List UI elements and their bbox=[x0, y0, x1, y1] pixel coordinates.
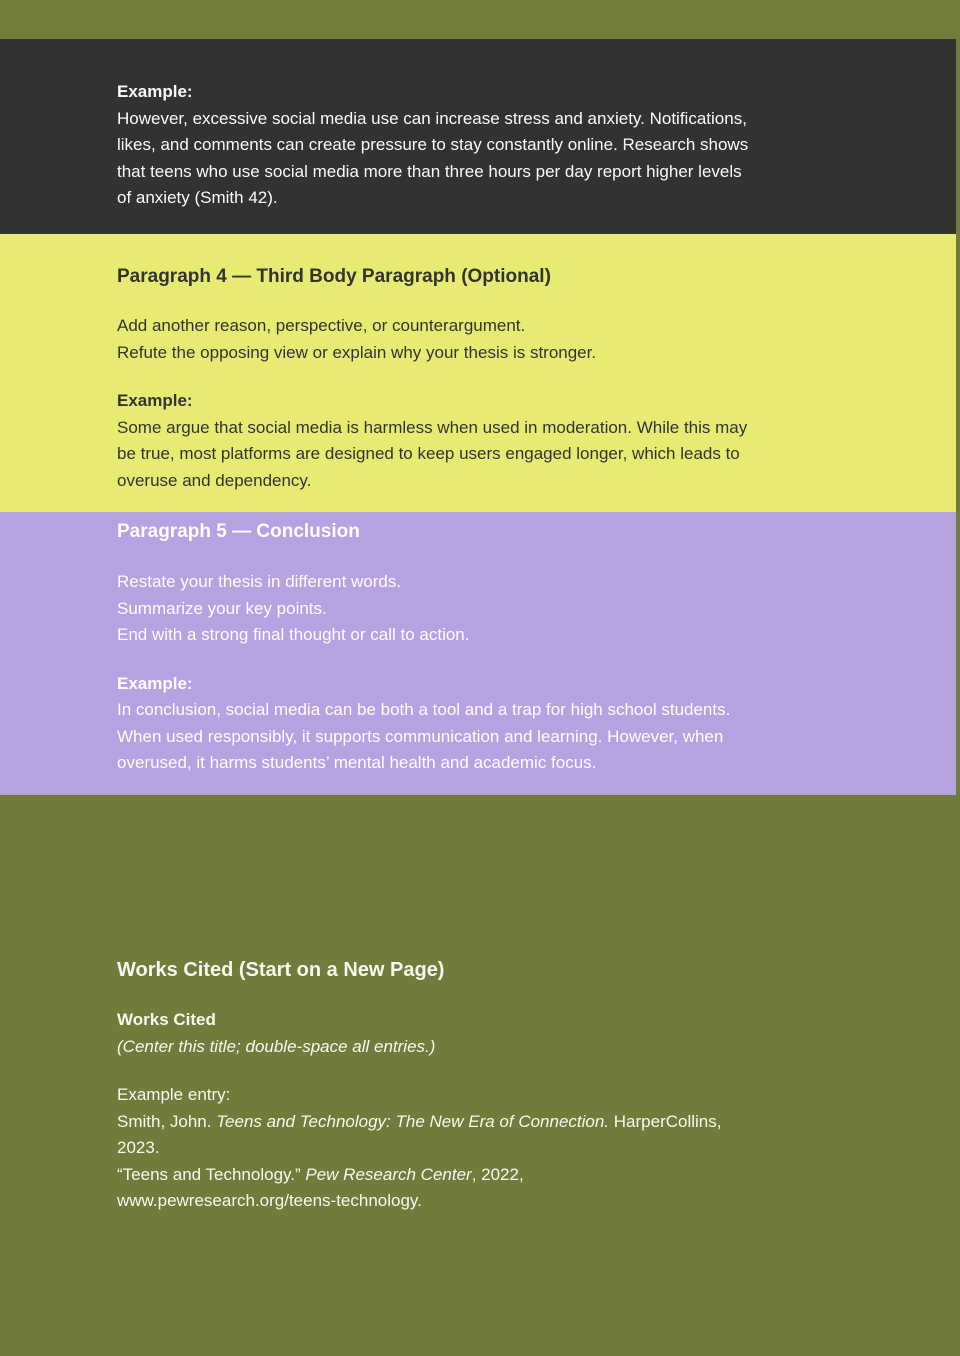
works-cited-title-block bbox=[117, 1007, 860, 1060]
example-label: Example: bbox=[117, 82, 193, 101]
citation-article bbox=[117, 1162, 860, 1189]
instruction-line: Summarize your key points. bbox=[117, 598, 327, 618]
example-line: overuse and dependency. bbox=[117, 470, 312, 490]
example-label: Example: bbox=[117, 673, 193, 693]
citation-book-title: Teens and Technology: The New Era of Connection. bbox=[216, 1111, 610, 1131]
citation-site-name: Pew Research Center bbox=[305, 1164, 472, 1184]
example-line: In conclusion, social media can be both a tool and a trap for high school students. bbox=[117, 700, 731, 719]
citation-article-year: , 2022, bbox=[471, 1164, 524, 1184]
center-note: (Center this title; double-space all entries.) bbox=[117, 1036, 436, 1056]
example-line: that teens who use social media more than three hours per day report higher levels bbox=[117, 161, 742, 181]
works-cited-heading: Works Cited (Start on a New Page) bbox=[117, 959, 445, 981]
paragraph-4-instructions bbox=[117, 313, 856, 366]
instruction-line: Add another reason, perspective, or counterargument. bbox=[117, 316, 526, 335]
section-works-cited bbox=[0, 795, 960, 1356]
instruction-line: Refute the opposing view or explain why your thesis is stronger. bbox=[117, 342, 597, 362]
example-line: Some argue that social media is harmless when used in moderation. While this may bbox=[117, 417, 748, 437]
example-line: likes, and comments can create pressure to stay constantly online. Research shows bbox=[117, 135, 749, 154]
paragraph-5-instructions bbox=[117, 569, 856, 649]
citation-publisher: HarperCollins, bbox=[609, 1111, 722, 1131]
paragraph-4-heading: Paragraph 4 — Third Body Paragraph (Optional) bbox=[117, 266, 551, 287]
example-line: However, excessive social media use can increase stress and anxiety. Notifications, bbox=[117, 108, 747, 128]
paragraph-5-example bbox=[117, 671, 856, 777]
citation-article-title: “Teens and Technology.” bbox=[117, 1164, 306, 1184]
citation-book-year: 2023. bbox=[117, 1138, 160, 1157]
citation-url: www.pewresearch.org/teens-technology. bbox=[117, 1191, 422, 1210]
instruction-line: Restate your thesis in different words. bbox=[117, 572, 402, 591]
instruction-line: End with a strong final thought or call to action. bbox=[117, 625, 470, 644]
citation-book bbox=[117, 1109, 860, 1136]
section-third-body-example bbox=[0, 39, 956, 234]
example-line: of anxiety (Smith 42). bbox=[117, 188, 278, 207]
paragraph-5-heading: Paragraph 5 — Conclusion bbox=[117, 521, 360, 542]
example-entry-block bbox=[117, 1082, 860, 1215]
section-paragraph-5 bbox=[0, 512, 956, 795]
example-label: Example: bbox=[117, 391, 193, 410]
citation-author: Smith, John. bbox=[117, 1111, 217, 1131]
section-paragraph-4 bbox=[0, 234, 956, 512]
works-cited-label: Works Cited bbox=[117, 1010, 216, 1029]
example-line: overused, it harms students’ mental health and academic focus. bbox=[117, 753, 597, 772]
example-line: When used responsibly, it supports communication and learning. However, when bbox=[117, 726, 724, 746]
top-olive-band bbox=[0, 0, 960, 39]
paragraph-4-example bbox=[117, 388, 856, 494]
example-line: be true, most platforms are designed to keep users engaged longer, which leads to bbox=[117, 444, 740, 463]
example-entry-label: Example entry: bbox=[117, 1085, 231, 1104]
